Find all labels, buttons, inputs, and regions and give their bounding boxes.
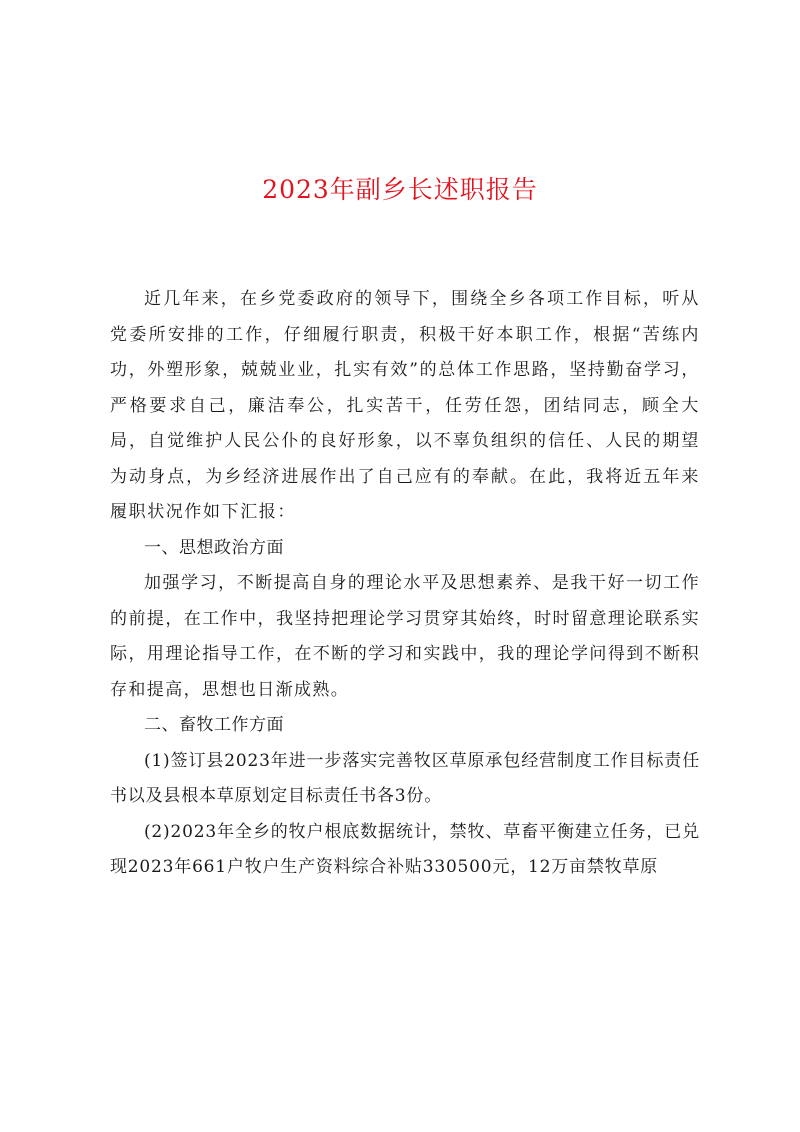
section-heading-ideology: 一、思想政治方面: [144, 537, 284, 558]
document-body: [110, 282, 700, 886]
ideology-paragraph: 加强学习，不断提高自身的理论水平及思想素养、是我干好一切工作的前提，在工作中，我坚持把理论学习贯穿其始终，时时留意理论联系实际，用理论指导工作，在不断的学习和实践中，我的理论学问得到不断积存和提高，思想也日渐成熟。: [110, 573, 700, 700]
section-heading-livestock: 二、畜牧工作方面: [144, 715, 284, 735]
livestock-item-2: (2)2023年全乡的牧户根底数据统计，禁牧、草畜平衡建立任务，已兑现2023年661户牧户生产资料综合补贴330500元，12万亩禁牧草原: [110, 821, 700, 877]
intro-paragraph: 近几年来，在乡党委政府的领导下，围绕全乡各项工作目标，听从党委所安排的工作，仔细履行职责，积极干好本职工作，根据“苦练内功，外塑形象，兢兢业业，扎实有效”的总体工作思路，坚持勤奋学习，严格要求自己，廉洁奉公，扎实苦干，任劳任怨，团结同志，顾全大局，自觉维护人民公仆的良好形象，以不辜负组织的信任、人民的期望为动身点，为乡经济进展作出了自己应有的奉献。在此，我将近五年来履职状况作如下汇报：: [110, 289, 700, 522]
livestock-item-1: (1)签订县2023年进一步落实完善牧区草原承包经营制度工作目标责任书以及县根本草原划定目标责任书各3份。: [110, 750, 700, 806]
document-title: 2023年副乡长述职报告: [262, 175, 538, 204]
